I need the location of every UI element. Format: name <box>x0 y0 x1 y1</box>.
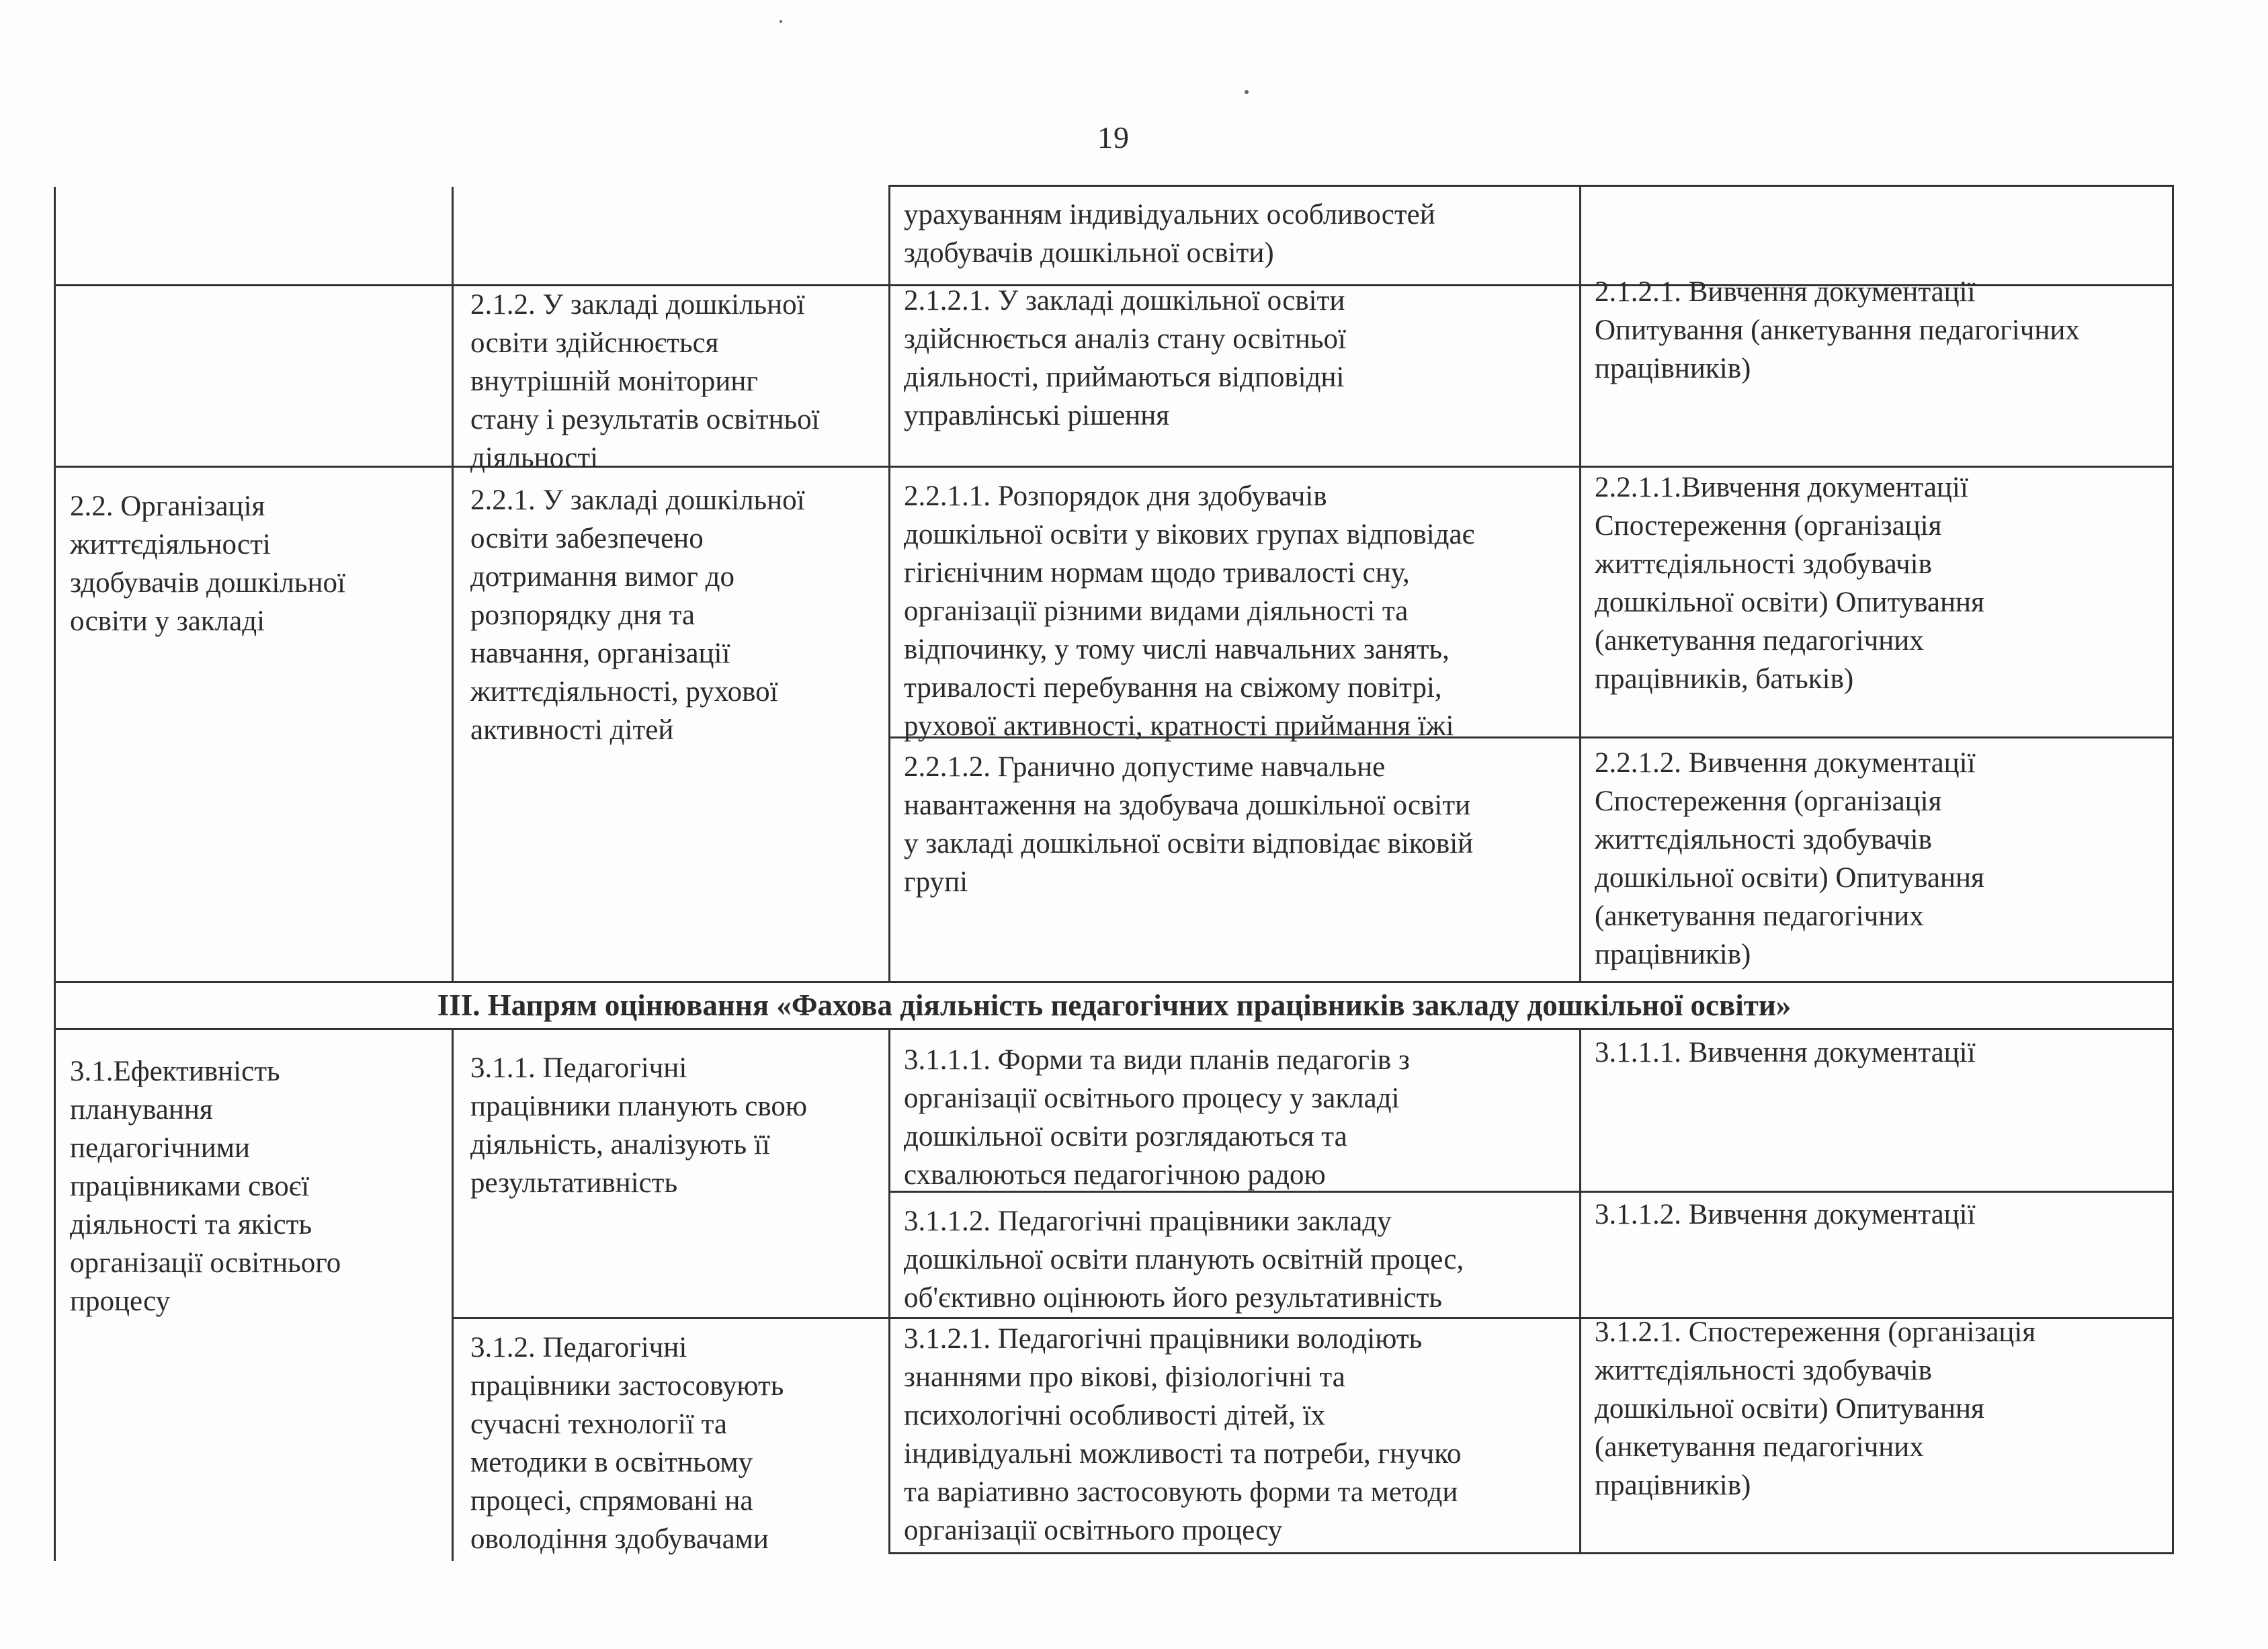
cell-r2-c3a: 2.2.1.1. Розпорядок дня здобувачів дошкільної освіти у вікових групах відповідає гігієнічним нормам щодо тривалості сну, організації різними видами діяльності та відпочинку, у тому числі навчальних занять, тривалості перебування на свіжому повітрі, рухової активності, кратності приймання їжі <box>904 480 1475 742</box>
cell-s3-c3c: 3.1.2.1. Педагогічні працівники володіють знаннями про вікові, фізіологічні та психологічні особливості дітей, їх індивідуальні можливості та потреби, гнучко та варіативно застосовують форми та методи організації освітнього процесу <box>904 1323 1462 1546</box>
cell-r2-c3b: 2.2.1.2. Гранично допустиме навчальне навантаження на здобувача дошкільної освіти у закладі дошкільної освіти відповідає віковій групі <box>904 751 1474 898</box>
cell-s3-c3a: 3.1.1.1. Форми та види планів педагогів з організації освітнього процесу у закладі дошкільної освіти розглядаються та схвалюються педагогічною радою <box>904 1044 1410 1191</box>
cell-r1-c4: 2.1.2.1. Вивчення документації Опитування (анкетування педагогічних працівників) <box>1595 276 2080 384</box>
cell-s3-c4c: 3.1.2.1. Спостереження (організація життєдіяльності здобувачів дошкільної освіти) Опитування (анкетування педагогічних працівників) <box>1595 1316 2036 1501</box>
cell-r2-c4a: 2.2.1.1.Вивчення документації Спостереження (організація життєдіяльності здобувачів дошкільної освіти) Опитування (анкетування педагогічних працівників, батьків) <box>1595 472 1984 695</box>
cell-r2-c1: 2.2. Організація життєдіяльності здобувачів дошкільної освіти у закладі <box>70 491 345 637</box>
cell-r1-c2: 2.1.2. У закладі дошкільної освіти здійснюється внутрішній моніторинг стану і результатів освітньої діяльності <box>470 289 820 474</box>
page-number: 19 <box>1097 120 1130 155</box>
cell-r0-c3: урахуванням індивідуальних особливостей здобувачів дошкільної освіти) <box>904 199 1435 269</box>
cell-s3-c3b: 3.1.1.2. Педагогічні працівники закладу дошкільної освіти планують освітній процес, об'єктивно оцінюють його результативність <box>904 1206 1464 1314</box>
cell-s3-c1: 3.1.Ефективність планування педагогічними працівниками своєї діяльності та якість організації освітнього процесу <box>70 1056 341 1317</box>
cell-r1-c3: 2.1.2.1. У закладі дошкільної освіти здійснюється аналіз стану освітньої діяльності, приймаються відповідні управлінські рішення <box>904 285 1346 431</box>
cell-s3-c4a: 3.1.1.1. Вивчення документації <box>1595 1037 1976 1068</box>
cell-s3-c4b: 3.1.1.2. Вивчення документації <box>1595 1199 1976 1230</box>
cell-s3-c2b: 3.1.2. Педагогічні працівники застосовують сучасні технології та методики в освітньому процесі, спрямовані на оволодіння здобувачами <box>470 1332 784 1555</box>
cell-r2-c2: 2.2.1. У закладі дошкільної освіти забезпечено дотримання вимог до розпорядку дня та навчання, організації життєдіяльності, рухової активності дітей <box>470 484 805 746</box>
section-heading: ІІІ. Напрям оцінювання «Фахова діяльність педагогічних працівників закладу дошкільної освіти» <box>437 988 1792 1022</box>
cell-r2-c4b: 2.2.1.2. Вивчення документації Спостереження (організація життєдіяльності здобувачів дошкільної освіти) Опитування (анкетування педагогічних працівників) <box>1595 747 1984 970</box>
cell-s3-c2a: 3.1.1. Педагогічні працівники планують свою діяльність, аналізують її результативність <box>470 1052 808 1199</box>
